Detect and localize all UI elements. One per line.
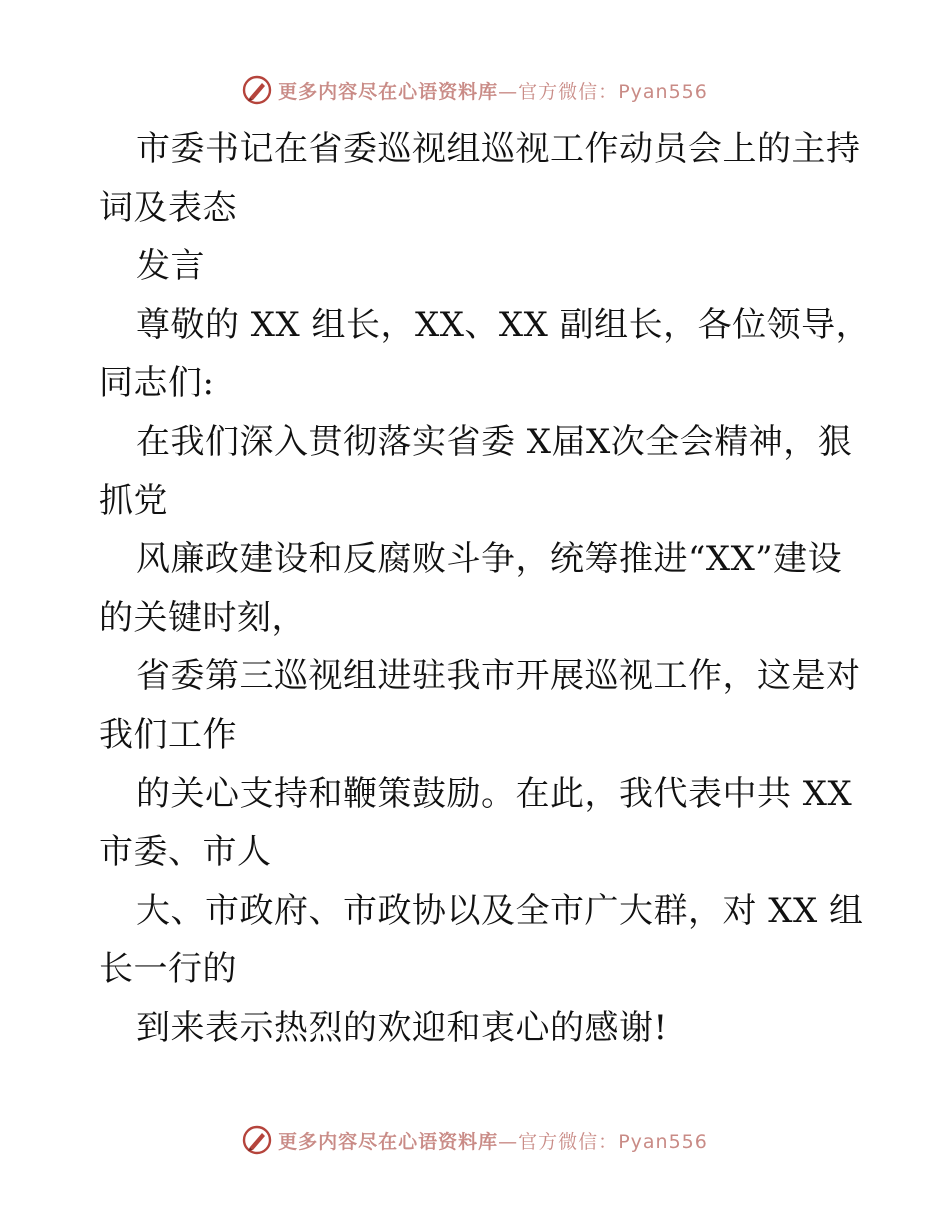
banner-wechat-id: Pyan556	[618, 1130, 708, 1153]
banner-wechat-label: 官方微信：	[518, 80, 619, 103]
banner-text-group	[278, 1127, 708, 1154]
body-line: 市委、市人	[99, 832, 272, 873]
banner-wechat-label: 官方微信：	[518, 1130, 619, 1153]
body-line: 风廉政建设和反腐败斗争，统筹推进“XX”建设	[136, 539, 843, 580]
banner-separator: —	[498, 1130, 519, 1153]
body-line: 同志们:	[99, 363, 215, 404]
body-line: 的关键时刻，	[99, 597, 306, 638]
banner-separator: —	[498, 80, 519, 103]
pen-logo-icon	[242, 1125, 272, 1155]
body-line: 的关心支持和鞭策鼓励。在此，我代表中共 XX	[136, 773, 853, 814]
body-line: 发言	[136, 246, 205, 287]
document-body	[99, 120, 899, 1058]
body-line: 我们工作	[99, 714, 237, 755]
pen-logo-icon	[242, 75, 272, 105]
body-line: 尊敬的 XX 组长，XX、XX 副组长，各位领导，	[136, 304, 871, 345]
banner-title: 更多内容尽在心语资料库	[278, 1130, 499, 1153]
body-line: 大、市政府、市政协以及全市广大群，对 XX 组	[136, 890, 864, 931]
banner-wechat-id: Pyan556	[618, 80, 708, 103]
banner-text-group	[278, 77, 708, 104]
header-banner	[0, 70, 950, 110]
body-line: 在我们深入贯彻落实省委 X届X次全会精神，狠	[136, 421, 853, 462]
body-line: 长一行的	[99, 949, 237, 990]
body-line: 到来表示热烈的欢迎和衷心的感谢!	[136, 1007, 668, 1048]
body-line: 词及表态	[99, 187, 237, 228]
body-line: 抓党	[99, 480, 168, 521]
body-line: 省委第三巡视组进驻我市开展巡视工作，这是对	[136, 656, 861, 697]
body-line: 市委书记在省委巡视组巡视工作动员会上的主持	[136, 129, 861, 169]
banner-title: 更多内容尽在心语资料库	[278, 80, 499, 103]
footer-banner	[0, 1120, 950, 1160]
